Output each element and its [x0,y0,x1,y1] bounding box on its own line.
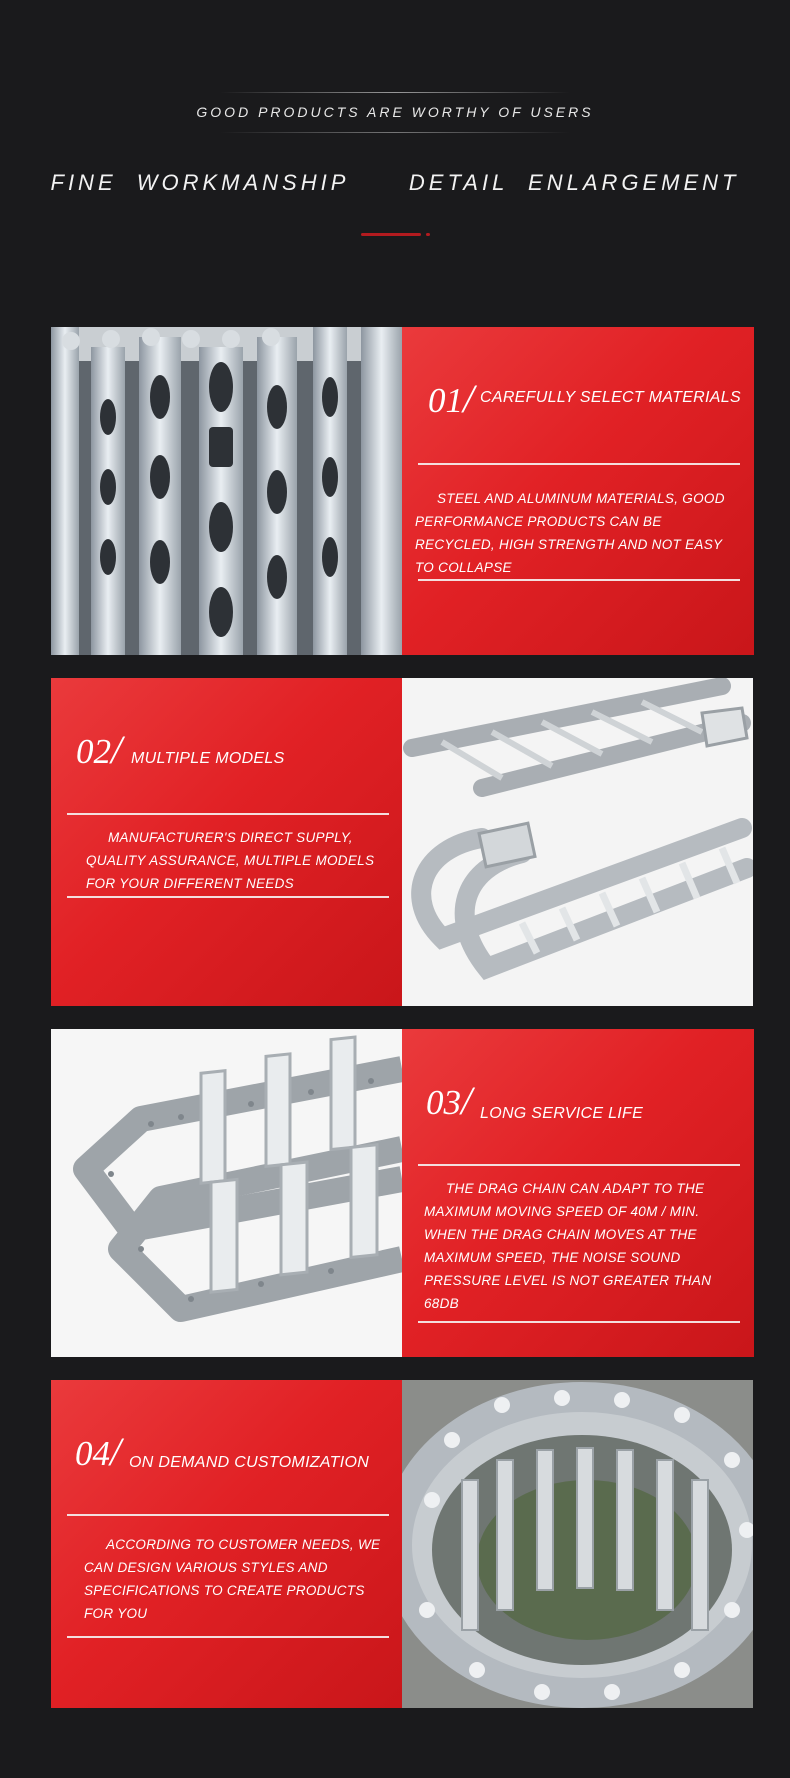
header-divider-top [220,92,570,93]
feature-3-divider-top [418,1164,740,1166]
feature-row-2 [51,678,754,1006]
feature-3-panel [402,1029,754,1357]
feature-3-photo [51,1029,402,1357]
feature-3-divider-bottom [418,1321,740,1323]
feature-3-number: 03/ [426,1078,473,1123]
feature-2-divider-top [67,813,389,815]
feature-4-divider-bottom [67,1636,389,1638]
feature-2-heading: MULTIPLE MODELS [131,750,285,767]
feature-1-description: STEEL AND ALUMINUM MATERIALS, GOOD PERFORMANCE PRODUCTS CAN BE RECYCLED, HIGH STRENGTH AND NOT EASY TO COLLAPSE [415,491,725,575]
feature-1-divider-top [418,463,740,465]
feature-1-photo [51,327,402,655]
feature-3-heading: LONG SERVICE LIFE [480,1105,644,1122]
feature-3-description: THE DRAG CHAIN CAN ADAPT TO THE MAXIMUM MOVING SPEED OF 40M / MIN. WHEN THE DRAG CHAIN MOVES AT THE MAXIMUM SPEED, THE NOISE SOUND PRESSURE LEVEL IS NOT GREATER THAN 68DB [424,1181,712,1311]
feature-row-1 [51,327,754,655]
feature-1-heading: CAREFULLY SELECT MATERIALS [480,389,741,406]
title-underline [361,233,421,236]
feature-4-number: 04/ [75,1429,122,1474]
feature-4-heading: ON DEMAND CUSTOMIZATION [129,1454,370,1471]
feature-1-divider-bottom [418,579,740,581]
header-divider-bottom [220,132,570,133]
feature-4-panel [51,1380,403,1708]
feature-4-photo [402,1380,753,1708]
feature-2-description: MANUFACTURER'S DIRECT SUPPLY, QUALITY ASSURANCE, MULTIPLE MODELS FOR YOUR DIFFERENT NEEDS [86,830,375,891]
header [0,0,790,300]
header-subtitle: GOOD PRODUCTS ARE WORTHY OF USERS [196,104,594,120]
feature-4-divider-top [67,1514,389,1516]
title-underline-dot [426,233,430,236]
feature-4-description: ACCORDING TO CUSTOMER NEEDS, WE CAN DESIGN VARIOUS STYLES AND SPECIFICATIONS TO CREATE PRODUCTS FOR YOU [84,1537,381,1621]
feature-1-number: 01/ [428,376,475,421]
feature-1-panel [402,327,754,655]
feature-2-panel [51,678,403,1006]
feature-2-photo [402,678,753,1006]
feature-row-4 [51,1380,754,1708]
feature-2-number: 02/ [76,727,123,772]
feature-2-divider-bottom [67,896,389,898]
feature-row-3 [51,1029,754,1357]
page-title: FINE WORKMANSHIP DETAIL ENLARGEMENT [50,170,740,195]
